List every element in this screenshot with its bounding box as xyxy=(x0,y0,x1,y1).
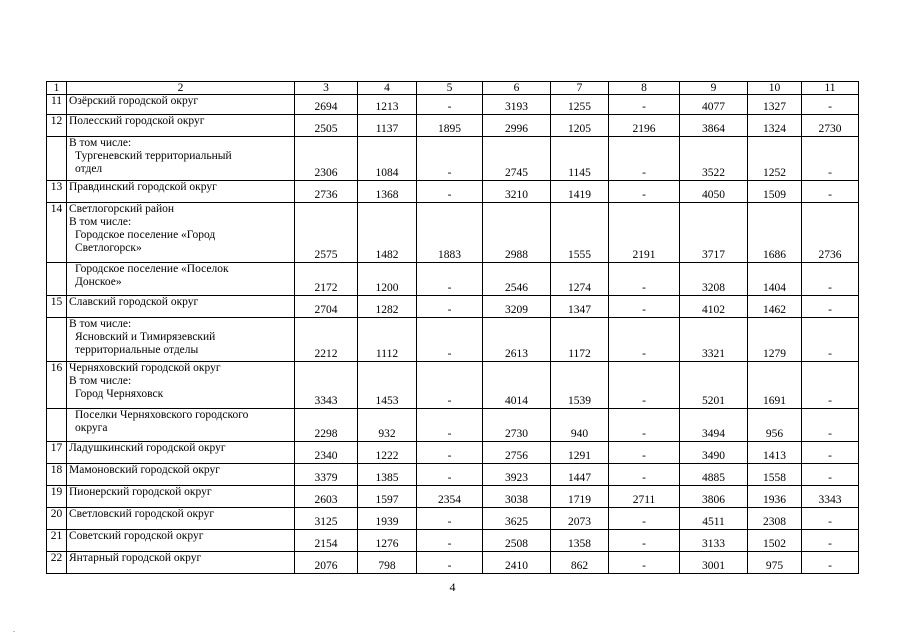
value-cell-col-11: - xyxy=(802,464,859,486)
header-cell-9: 9 xyxy=(680,82,748,95)
value-cell-col-10: 1279 xyxy=(748,318,802,362)
row-name-line: территориальные отделы xyxy=(75,344,199,356)
row-number: 13 xyxy=(47,181,67,203)
row-name-line: Черняховский городской округ xyxy=(69,362,221,374)
row-number: 20 xyxy=(47,508,67,530)
row-name-line: Светлогорск» xyxy=(75,242,142,254)
value-cell-col-8: - xyxy=(609,95,680,115)
value-cell-col-3: 2172 xyxy=(295,263,358,296)
row-name xyxy=(67,318,295,362)
value-cell-col-3: 2603 xyxy=(295,486,358,508)
row-number: 22 xyxy=(47,552,67,574)
value-cell-col-10: 1462 xyxy=(748,296,802,318)
value-cell-col-11: 2736 xyxy=(802,203,859,263)
value-cell-col-7: 1255 xyxy=(551,95,609,115)
row-number: 21 xyxy=(47,530,67,552)
value-cell-col-9: 4102 xyxy=(680,296,748,318)
row-name xyxy=(67,409,295,442)
row-name-line: В том числе: xyxy=(69,216,132,228)
row-number: 16 xyxy=(47,362,67,409)
value-cell-col-8: - xyxy=(609,362,680,409)
value-cell-col-5: - xyxy=(417,530,483,552)
value-cell-col-11: - xyxy=(802,95,859,115)
value-cell-col-4: 1200 xyxy=(358,263,417,296)
row-name-line: округа xyxy=(75,422,108,434)
row-name xyxy=(67,137,295,181)
row-name-line: Городское поселение «Поселок xyxy=(75,263,229,275)
row-name-line: Советский городской округ xyxy=(69,530,204,542)
value-cell-col-4: 1213 xyxy=(358,95,417,115)
value-cell-col-10: 1327 xyxy=(748,95,802,115)
value-cell-col-4: 1939 xyxy=(358,508,417,530)
table-row xyxy=(47,442,859,464)
header-cell-11: 11 xyxy=(802,82,859,95)
value-cell-col-7: 1291 xyxy=(551,442,609,464)
value-cell-col-7: 1145 xyxy=(551,137,609,181)
value-cell-col-3: 2736 xyxy=(295,181,358,203)
row-number: 18 xyxy=(47,464,67,486)
table-row xyxy=(47,362,859,409)
header-cell-8: 8 xyxy=(609,82,680,95)
header-cell-5: 5 xyxy=(417,82,483,95)
value-cell-col-9: 3806 xyxy=(680,486,748,508)
value-cell-col-11: - xyxy=(802,137,859,181)
value-cell-col-5: - xyxy=(417,552,483,574)
table-body xyxy=(47,95,859,574)
header-cell-10: 10 xyxy=(748,82,802,95)
value-cell-col-4: 1368 xyxy=(358,181,417,203)
table-row xyxy=(47,263,859,296)
table-row xyxy=(47,409,859,442)
value-cell-col-3: 2575 xyxy=(295,203,358,263)
value-cell-col-5: - xyxy=(417,442,483,464)
value-cell-col-8: 2191 xyxy=(609,203,680,263)
value-cell-col-3: 2694 xyxy=(295,95,358,115)
value-cell-col-4: 1385 xyxy=(358,464,417,486)
table-row xyxy=(47,296,859,318)
table-row xyxy=(47,530,859,552)
value-cell-col-7: 1719 xyxy=(551,486,609,508)
value-cell-col-4: 1482 xyxy=(358,203,417,263)
value-cell-col-3: 2154 xyxy=(295,530,358,552)
table-row xyxy=(47,181,859,203)
value-cell-col-11: - xyxy=(802,552,859,574)
value-cell-col-5: - xyxy=(417,95,483,115)
value-cell-col-9: 3208 xyxy=(680,263,748,296)
value-cell-col-4: 1453 xyxy=(358,362,417,409)
row-name-line: Ладушкинский городской округ xyxy=(69,442,226,454)
value-cell-col-9: 3001 xyxy=(680,552,748,574)
table-row xyxy=(47,203,859,263)
value-cell-col-7: 1419 xyxy=(551,181,609,203)
value-cell-col-11: - xyxy=(802,442,859,464)
row-number: 14 xyxy=(47,203,67,263)
value-cell-col-7: 1274 xyxy=(551,263,609,296)
row-name-line: Мамоновский городской округ xyxy=(69,464,220,476)
value-cell-col-11: 2730 xyxy=(802,115,859,137)
value-cell-col-7: 1539 xyxy=(551,362,609,409)
header-cell-2: 2 xyxy=(67,82,295,95)
row-name xyxy=(67,296,295,318)
value-cell-col-9: 3133 xyxy=(680,530,748,552)
value-cell-col-8: - xyxy=(609,296,680,318)
table-row xyxy=(47,464,859,486)
row-name xyxy=(67,552,295,574)
value-cell-col-4: 1084 xyxy=(358,137,417,181)
value-cell-col-7: 1172 xyxy=(551,318,609,362)
value-cell-col-8: - xyxy=(609,137,680,181)
row-name xyxy=(67,464,295,486)
value-cell-col-7: 1205 xyxy=(551,115,609,137)
value-cell-col-8: - xyxy=(609,181,680,203)
value-cell-col-9: 3522 xyxy=(680,137,748,181)
value-cell-col-7: 1447 xyxy=(551,464,609,486)
value-cell-col-10: 975 xyxy=(748,552,802,574)
page-number: 4 xyxy=(449,580,456,594)
row-name-line: Донское» xyxy=(75,276,122,288)
value-cell-col-11: - xyxy=(802,508,859,530)
value-cell-col-6: 4014 xyxy=(483,362,551,409)
header-cell-7: 7 xyxy=(551,82,609,95)
value-cell-col-10: 1404 xyxy=(748,263,802,296)
value-cell-col-6: 2410 xyxy=(483,552,551,574)
value-cell-col-9: 4885 xyxy=(680,464,748,486)
row-name-line: Ясновский и Тимирязевский xyxy=(75,331,216,343)
corner-mark: . xyxy=(13,625,15,634)
value-cell-col-10: 1686 xyxy=(748,203,802,263)
value-cell-col-10: 2308 xyxy=(748,508,802,530)
value-cell-col-3: 3343 xyxy=(295,362,358,409)
table-row xyxy=(47,318,859,362)
value-cell-col-9: 4511 xyxy=(680,508,748,530)
value-cell-col-5: - xyxy=(417,318,483,362)
value-cell-col-8: - xyxy=(609,442,680,464)
row-name xyxy=(67,203,295,263)
value-cell-col-11: - xyxy=(802,263,859,296)
value-cell-col-7: 1555 xyxy=(551,203,609,263)
value-cell-col-5: - xyxy=(417,464,483,486)
value-cell-col-5: 1895 xyxy=(417,115,483,137)
table-row xyxy=(47,115,859,137)
value-cell-col-7: 940 xyxy=(551,409,609,442)
value-cell-col-8: - xyxy=(609,508,680,530)
row-name xyxy=(67,115,295,137)
value-cell-col-6: 2546 xyxy=(483,263,551,296)
value-cell-col-10: 1558 xyxy=(748,464,802,486)
value-cell-col-8: - xyxy=(609,318,680,362)
value-cell-col-9: 3490 xyxy=(680,442,748,464)
value-cell-col-10: 1691 xyxy=(748,362,802,409)
row-number xyxy=(47,409,67,442)
header-cell-6: 6 xyxy=(483,82,551,95)
row-number: 19 xyxy=(47,486,67,508)
row-name-line: В том числе: xyxy=(69,375,132,387)
value-cell-col-8: - xyxy=(609,552,680,574)
value-cell-col-3: 3125 xyxy=(295,508,358,530)
row-name xyxy=(67,486,295,508)
row-number: 11 xyxy=(47,95,67,115)
row-number: 12 xyxy=(47,115,67,137)
row-name-line: Поселки Черняховского городского xyxy=(75,409,249,421)
value-cell-col-8: - xyxy=(609,409,680,442)
row-name-line: Славский городской округ xyxy=(69,296,199,308)
value-cell-col-3: 2076 xyxy=(295,552,358,574)
value-cell-col-10: 1413 xyxy=(748,442,802,464)
table-row xyxy=(47,95,859,115)
value-cell-col-5: - xyxy=(417,362,483,409)
table-row xyxy=(47,137,859,181)
value-cell-col-10: 1509 xyxy=(748,181,802,203)
value-cell-col-6: 3193 xyxy=(483,95,551,115)
value-cell-col-6: 2745 xyxy=(483,137,551,181)
value-cell-col-6: 3209 xyxy=(483,296,551,318)
row-name-line: Тургеневский территориальный xyxy=(75,150,232,162)
row-name xyxy=(67,95,295,115)
value-cell-col-10: 1936 xyxy=(748,486,802,508)
value-cell-col-10: 1252 xyxy=(748,137,802,181)
value-cell-col-5: - xyxy=(417,508,483,530)
value-cell-col-3: 2704 xyxy=(295,296,358,318)
value-cell-col-9: 5201 xyxy=(680,362,748,409)
header-row xyxy=(47,82,859,95)
value-cell-col-4: 1597 xyxy=(358,486,417,508)
value-cell-col-7: 862 xyxy=(551,552,609,574)
value-cell-col-6: 2996 xyxy=(483,115,551,137)
row-name-line: В том числе: xyxy=(69,137,132,149)
value-cell-col-4: 932 xyxy=(358,409,417,442)
value-cell-col-11: - xyxy=(802,296,859,318)
value-cell-col-6: 2756 xyxy=(483,442,551,464)
value-cell-col-5: - xyxy=(417,409,483,442)
value-cell-col-10: 1502 xyxy=(748,530,802,552)
value-cell-col-6: 2613 xyxy=(483,318,551,362)
table-row xyxy=(47,508,859,530)
row-number xyxy=(47,137,67,181)
row-name xyxy=(67,263,295,296)
value-cell-col-5: - xyxy=(417,137,483,181)
value-cell-col-11: 3343 xyxy=(802,486,859,508)
value-cell-col-5: - xyxy=(417,263,483,296)
row-name-line: Светлогорский район xyxy=(69,203,175,215)
row-number xyxy=(47,263,67,296)
table-row xyxy=(47,552,859,574)
row-name-line: Пионерский городской округ xyxy=(69,486,212,498)
row-name-line: Озёрский городской округ xyxy=(69,95,199,107)
value-cell-col-11: - xyxy=(802,181,859,203)
row-name-line: отдел xyxy=(75,163,103,175)
row-number: 15 xyxy=(47,296,67,318)
value-cell-col-8: - xyxy=(609,530,680,552)
row-name xyxy=(67,362,295,409)
value-cell-col-3: 3379 xyxy=(295,464,358,486)
value-cell-col-4: 798 xyxy=(358,552,417,574)
value-cell-col-6: 3210 xyxy=(483,181,551,203)
value-cell-col-11: - xyxy=(802,362,859,409)
header-cell-4: 4 xyxy=(358,82,417,95)
value-cell-col-9: 3494 xyxy=(680,409,748,442)
value-cell-col-6: 3625 xyxy=(483,508,551,530)
value-cell-col-6: 2730 xyxy=(483,409,551,442)
value-cell-col-3: 2340 xyxy=(295,442,358,464)
row-name xyxy=(67,181,295,203)
header-cell-1: 1 xyxy=(47,82,67,95)
tariff-table xyxy=(46,81,859,574)
value-cell-col-11: - xyxy=(802,409,859,442)
value-cell-col-6: 3038 xyxy=(483,486,551,508)
row-name-line: Город Черняховск xyxy=(75,388,164,400)
value-cell-col-9: 3321 xyxy=(680,318,748,362)
value-cell-col-11: - xyxy=(802,530,859,552)
row-name xyxy=(67,442,295,464)
value-cell-col-6: 3923 xyxy=(483,464,551,486)
value-cell-col-10: 1324 xyxy=(748,115,802,137)
value-cell-col-5: - xyxy=(417,296,483,318)
row-name-line: Правдинский городской округ xyxy=(69,181,217,193)
value-cell-col-4: 1137 xyxy=(358,115,417,137)
value-cell-col-3: 2505 xyxy=(295,115,358,137)
value-cell-col-8: - xyxy=(609,464,680,486)
value-cell-col-8: - xyxy=(609,263,680,296)
table-row xyxy=(47,486,859,508)
value-cell-col-4: 1276 xyxy=(358,530,417,552)
value-cell-col-9: 4050 xyxy=(680,181,748,203)
value-cell-col-8: 2711 xyxy=(609,486,680,508)
header-cell-3: 3 xyxy=(295,82,358,95)
value-cell-col-4: 1112 xyxy=(358,318,417,362)
value-cell-col-6: 2988 xyxy=(483,203,551,263)
value-cell-col-6: 2508 xyxy=(483,530,551,552)
row-name-line: Полесский городской округ xyxy=(69,115,205,127)
row-name-line: Янтарный городской округ xyxy=(69,552,202,564)
value-cell-col-8: 2196 xyxy=(609,115,680,137)
value-cell-col-3: 2212 xyxy=(295,318,358,362)
row-number: 17 xyxy=(47,442,67,464)
value-cell-col-4: 1222 xyxy=(358,442,417,464)
value-cell-col-7: 1358 xyxy=(551,530,609,552)
value-cell-col-3: 2306 xyxy=(295,137,358,181)
value-cell-col-3: 2298 xyxy=(295,409,358,442)
value-cell-col-5: 1883 xyxy=(417,203,483,263)
value-cell-col-5: - xyxy=(417,181,483,203)
value-cell-col-4: 1282 xyxy=(358,296,417,318)
row-name-line: В том числе: xyxy=(69,318,132,330)
row-name-line: Светловский городской округ xyxy=(69,508,215,520)
value-cell-col-7: 1347 xyxy=(551,296,609,318)
value-cell-col-9: 3864 xyxy=(680,115,748,137)
row-name-line: Городское поселение «Город xyxy=(75,229,216,241)
value-cell-col-11: - xyxy=(802,318,859,362)
row-name xyxy=(67,508,295,530)
row-name xyxy=(67,530,295,552)
value-cell-col-9: 4077 xyxy=(680,95,748,115)
value-cell-col-9: 3717 xyxy=(680,203,748,263)
value-cell-col-5: 2354 xyxy=(417,486,483,508)
value-cell-col-7: 2073 xyxy=(551,508,609,530)
value-cell-col-10: 956 xyxy=(748,409,802,442)
row-number xyxy=(47,318,67,362)
